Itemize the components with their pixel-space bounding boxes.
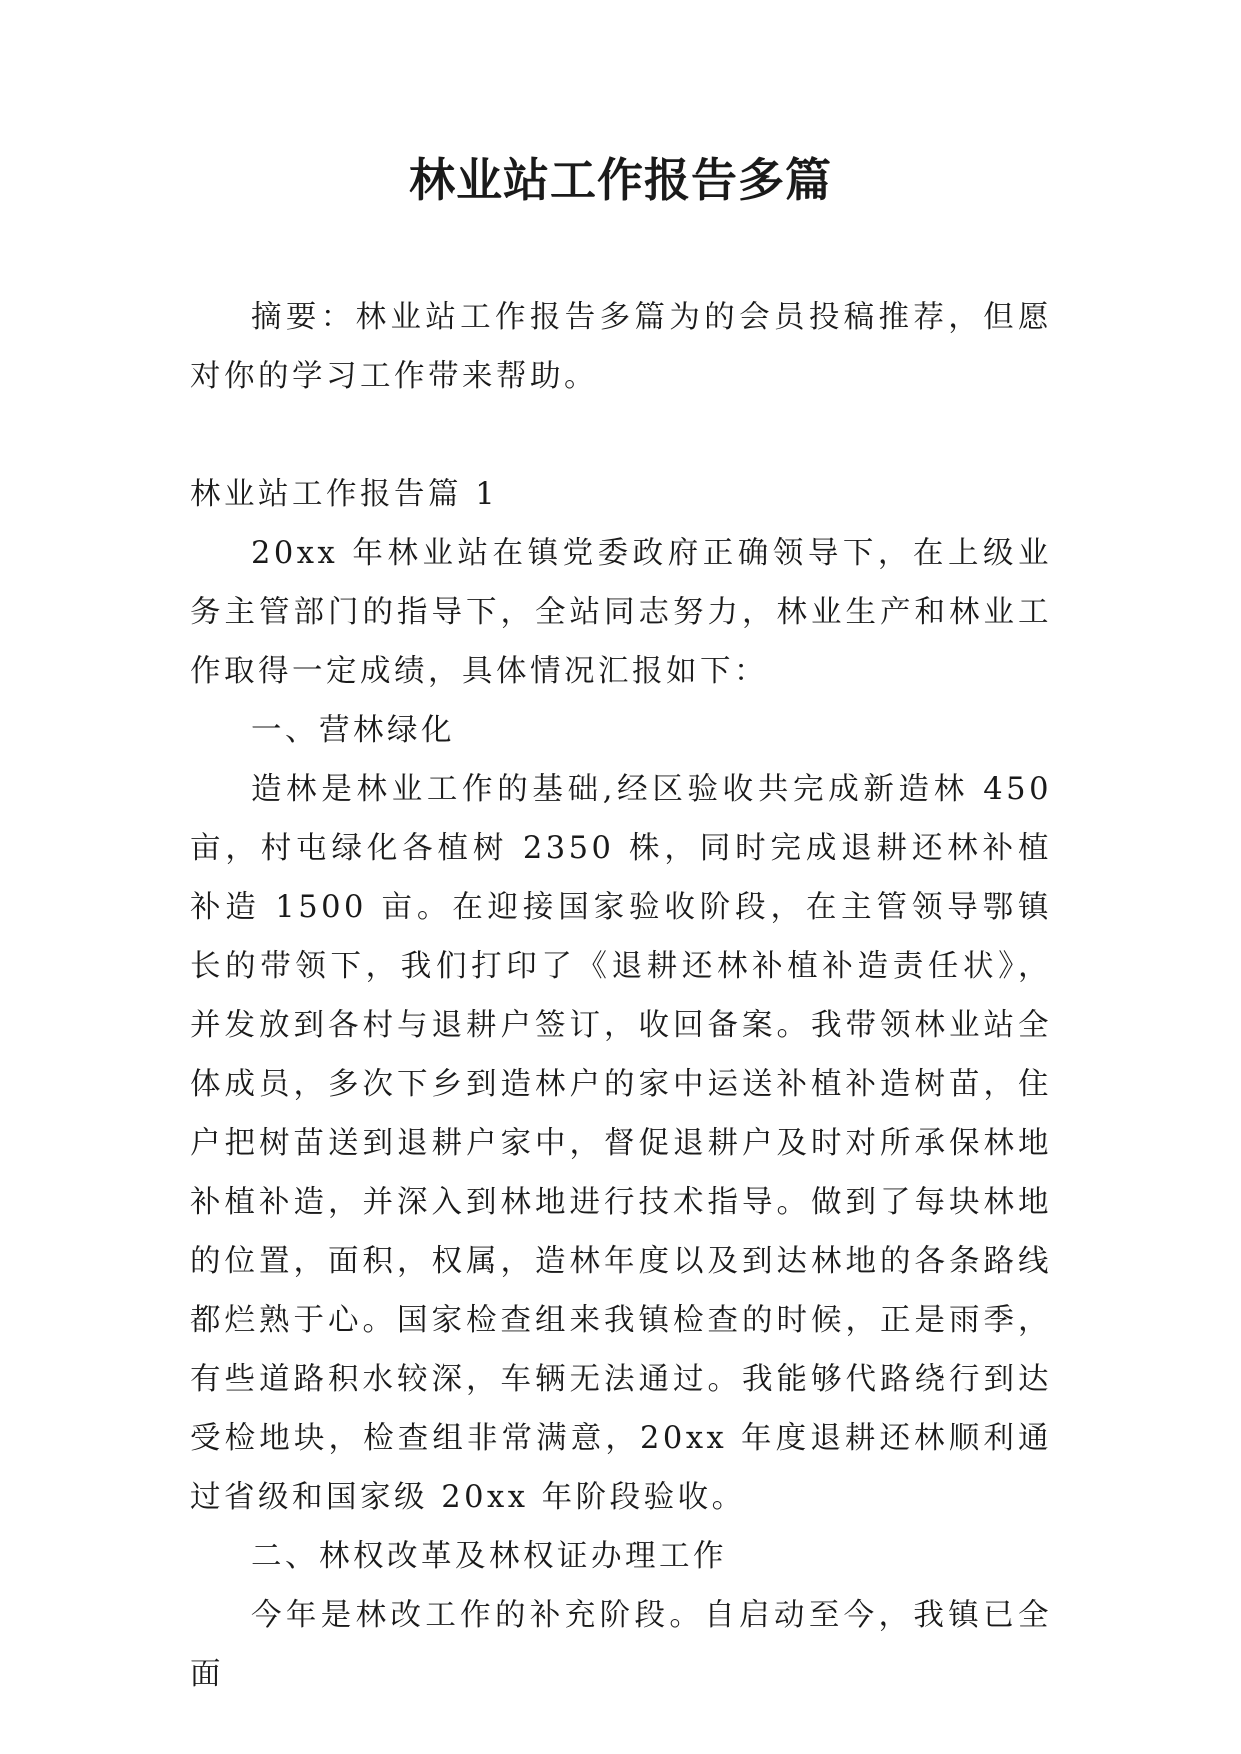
subheading: 一、营林绿化 <box>251 713 455 748</box>
section-heading: 林业站工作报告篇 1 <box>190 477 499 512</box>
document-title: 林业站工作报告多篇 <box>409 153 832 207</box>
abstract-paragraph: 摘要：林业站工作报告多篇为的会员投稿推荐，但愿对你的学习工作带来帮助。 <box>190 300 1052 394</box>
document-body <box>190 288 1052 1704</box>
body-paragraph: 今年是林改工作的补充阶段。自启动至今，我镇已全面 <box>190 1598 1052 1692</box>
body-paragraph: 20xx 年林业站在镇党委政府正确领导下，在上级业务主管部门的指导下，全站同志努力，林业生产和林业工作取得一定成绩，具体情况汇报如下： <box>190 536 1052 689</box>
subheading: 二、林权改革及林权证办理工作 <box>251 1539 727 1574</box>
body-paragraph: 造林是林业工作的基础,经区验收共完成新造林 450 亩，村屯绿化各植树 2350 株，同时完成退耕还林补植补造 1500 亩。在迎接国家验收阶段，在主管领导鄂镇长的带领下，我们打印了《退耕还林补植补造责任状》，并发放到各村与退耕户签订，收回备案。我带领林业站全体成员，多次下乡到造林户的家中运送补植补造树苗，住户把树苗送到退耕户家中，督促退耕户及时对所承保林地补植补造，并深入到林地进行技术指导。做到了每块林地的位置，面积，权属，造林年度以及到达林地的各条路线都烂熟于心。国家检查组来我镇检查的时候，正是雨季，有些道路积水较深，车辆无法通过。我能够代路绕行到达受检地块，检查组非常满意，20xx 年度退耕还林顺利通过省级和国家级 20xx 年阶段验收。 <box>190 772 1052 1515</box>
